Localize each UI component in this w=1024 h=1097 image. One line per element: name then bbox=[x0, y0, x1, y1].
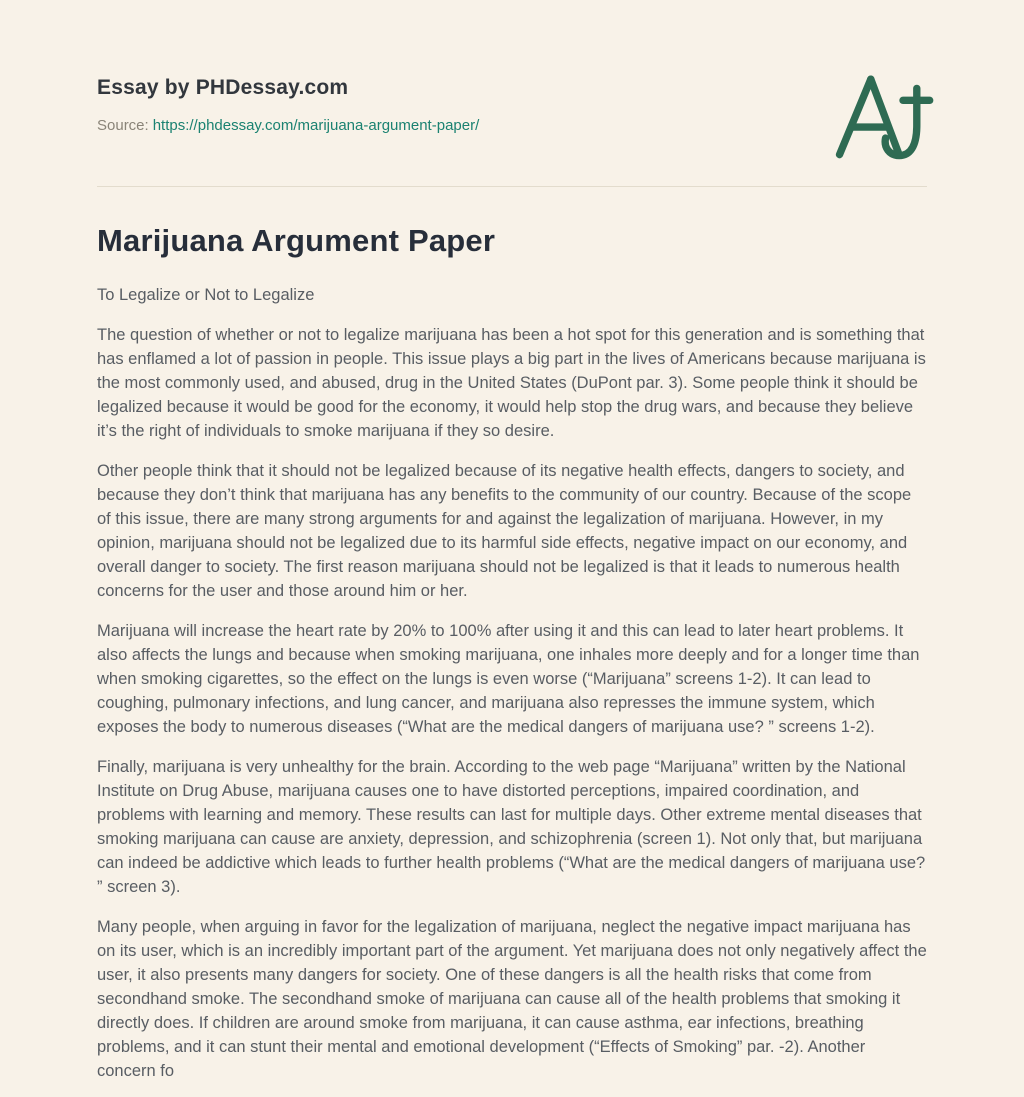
essay-subtitle: To Legalize or Not to Legalize bbox=[97, 286, 315, 304]
source-link[interactable]: https://phdessay.com/marijuana-argument-paper/ bbox=[152, 117, 480, 134]
essay-content bbox=[0, 223, 1024, 1083]
essay-paragraph: Marijuana will increase the heart rate by 20% to 100% after using it and this can lead to later heart problems. It also affects the lungs and because when smoking marijuana, one inhales more deeply and for a longer time than when smoking cigarettes, so the effect on the lungs is even worse (“Marijuana” screens 1-2). It can lead to coughing, pulmonary infections, and lung cancer, and marijuana also represses the immune system, which exposes the body to numerous diseases (“What are the medical dangers of marijuana use? ” screens 1-2). bbox=[97, 622, 920, 736]
phdessay-logo-icon bbox=[824, 70, 936, 162]
divider bbox=[97, 186, 927, 187]
essay-paragraph: Other people think that it should not be legalized because of its negative health effects, dangers to society, and because they don’t think that marijuana has any benefits to the community of our country. Because of the scope of this issue, there are many strong arguments for and against the legalization of marijuana. However, in my opinion, marijuana should not be legalized due to its harmful side effects, negative impact on our economy, and overall danger to society. The first reason marijuana should not be legalized is that it leads to numerous health concerns for the user and those around him or her. bbox=[97, 462, 912, 600]
essay-paragraph: Many people, when arguing in favor for the legalization of marijuana, neglect the negative impact marijuana has on its user, which is an incredibly important part of the argument. Yet marijuana does not only negatively affect the user, it also presents many dangers for society. One of these dangers is all the health risks that come from secondhand smoke. The secondhand smoke of marijuana can cause all of the health problems that smoking it directly does. If children are around smoke from marijuana, it can cause asthma, ear infections, breathing problems, and it can stunt their mental and emotional development (“Effects of Smoking” par. -2). Another concern fo bbox=[97, 918, 927, 1080]
page-title: Marijuana Argument Paper bbox=[97, 223, 496, 258]
essay-paragraph: Finally, marijuana is very unhealthy for the brain. According to the web page “Marijuana” written by the National Institute on Drug Abuse, marijuana causes one to have distorted perceptions, impaired coordination, and problems with learning and memory. These results can last for multiple days. Other extreme mental diseases that smoking marijuana can cause are anxiety, depression, and schizophrenia (screen 1). Not only that, but marijuana can indeed be addictive which leads to further health problems (“What are the medical dangers of marijuana use? ” screen 3). bbox=[97, 758, 926, 896]
header bbox=[0, 0, 1024, 134]
essay-byline: Essay by PHDessay.com bbox=[97, 76, 349, 99]
essay-paragraph: The question of whether or not to legalize marijuana has been a hot spot for this generation and is something that has enflamed a lot of passion in people. This issue plays a big part in the lives of Americans because marijuana is the most commonly used, and abused, drug in the United States (DuPont par. 3). Some people think it should be legalized because it would be good for the economy, it would help stop the drug wars, and because they believe it’s the right of individuals to smoke marijuana if they so desire. bbox=[97, 326, 926, 440]
source-row bbox=[97, 117, 927, 134]
source-label: Source: bbox=[97, 117, 149, 134]
